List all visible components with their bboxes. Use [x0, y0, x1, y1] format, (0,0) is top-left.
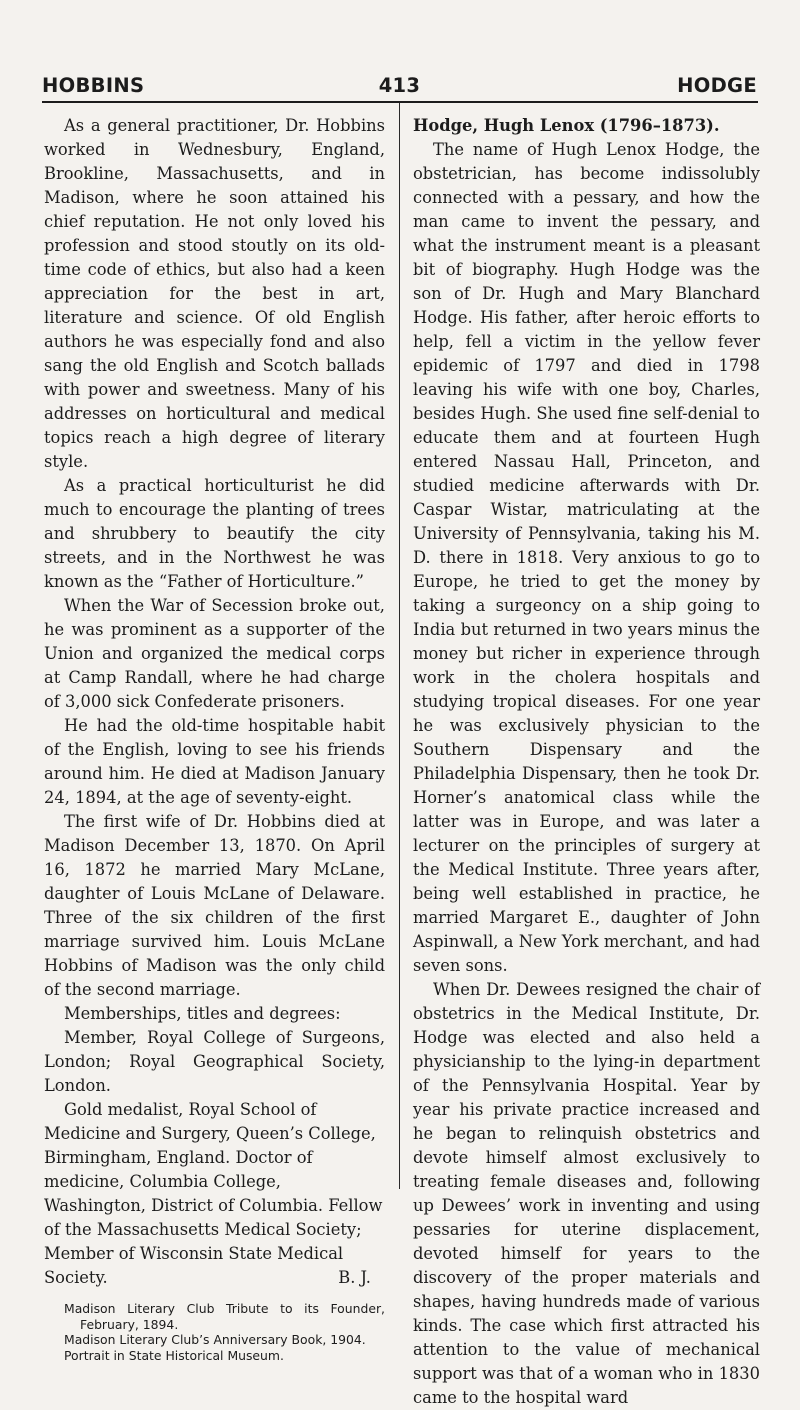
body-paragraph: As a general practitioner, Dr. Hobbins worked in Wednesbury, England, Brookline, Massachusetts, and in Madison, where he soon attained his chief reputation. He not only loved his profession and stood stoutly on its old-time code of ethics, but also had a keen appreciation for the best in art, literature and science. Of old English authors he was especially fond and also sang the old English and Scotch ballads with power and sweetness. Many of his addresses on horticultural and medical topics reach a high degree of literary style.	[44, 116, 385, 471]
author-signature: B. J.	[338, 1268, 371, 1287]
reference-item: Madison Literary Club Tribute to its Founder, February, 1894.	[64, 1301, 385, 1332]
entry-heading: Hodge, Hugh Lenox (1796–1873).	[413, 116, 720, 135]
reference-item: Portrait in State Historical Museum.	[64, 1347, 284, 1363]
left-column	[44, 114, 385, 1363]
body-paragraph: He had the old-time hospitable habit of the English, loving to see his friends around him. He died at Madison January 24, 1894, at the age of seventy-eight.	[44, 716, 385, 807]
entry-heading-paragraph	[413, 114, 760, 138]
body-paragraph: The first wife of Dr. Hobbins died at Madison December 13, 1870. On April 16, 1872 he married Mary McLane, daughter of Louis McLane of Delaware. Three of the six children of the first marriage survived him. Louis McLane Hobbins of Madison was the only child of the second marriage.	[44, 812, 385, 999]
reference-item: Madison Literary Club’s Anniversary Book, 1904.	[64, 1332, 366, 1347]
body-paragraph: Member, Royal College of Surgeons, London; Royal Geographical Society, London.	[44, 1028, 385, 1095]
final-paragraph-text: Gold medalist, Royal School of Medicine and Surgery, Queen’s College, Birmingham, England. Doctor of medicine, Columbia College, Washington, District of Columbia. Fellow of the Massachusetts Medical Society; Member of Wisconsin State Medical Society.	[44, 1100, 383, 1287]
header-right-name: HODGE	[677, 74, 757, 97]
final-paragraph	[44, 1098, 385, 1290]
page-number: 413	[378, 74, 421, 97]
column-divider	[399, 103, 400, 1189]
right-column	[413, 114, 760, 1410]
body-paragraph: As a practical horticulturist he did much to encourage the planting of trees and shrubbery to beautify the city streets, and in the Northwest he was known as the “Father of Horticulture.”	[44, 476, 385, 591]
body-paragraph: The name of Hugh Lenox Hodge, the obstetrician, has become indissolubly connected with a pessary, and how the man came to invent the pessary, and what the instrument meant is a pleasant bit of biography. Hugh Hodge was the son of Dr. Hugh and Mary Blanchard Hodge. His father, after heroic efforts to help, fell a victim in the yellow fever epidemic of 1797 and died in 1798 leaving his wife with one boy, Charles, besides Hugh. She used fine self-denial to educate them and at fourteen Hugh entered Nassau Hall, Princeton, and studied medicine afterwards with Dr. Caspar Wistar, matriculating at the University of Pennsylvania, taking his M. D. there in 1818. Very anxious to go to Europe, he tried to get the money by taking a surgeoncy on a ship going to India but returned in two years minus the money but richer in experience through work in the cholera hospitals and studying tropical diseases. For one year he was exclusively physician to the Southern Dispensary and the Philadelphia Dispensary, then he took Dr. Horner’s anatomical class while the latter was in Europe, and was later a lecturer on the principles of surgery at the Medical Institute. Three years after, being well established in practice, he married Margaret E., daughter of John Aspinwall, a New York merchant, and had seven sons.	[413, 140, 760, 975]
body-paragraph: When the War of Secession broke out, he was prominent as a supporter of the Union and organized the medical corps at Camp Randall, where he had charge of 3,000 sick Confederate prisoners.	[44, 596, 385, 711]
body-paragraph: Memberships, titles and degrees:	[64, 1004, 341, 1023]
header-left-name: HOBBINS	[42, 74, 145, 97]
running-header	[42, 74, 757, 102]
body-paragraph: When Dr. Dewees resigned the chair of obstetrics in the Medical Institute, Dr. Hodge was elected and also held a physicianship to the lying-in department of the Pennsylvania Hospital. Year by year his private practice increased and he began to relinquish obstetrics and devote himself almost exclusively to treating female diseases and, following up Dewees’ work in inventing and using pessaries for uterine displacement, devoted himself for years to the discovery of the proper materials and shapes, having hundreds made of various kinds. The case which first attracted his attention to the value of mechanical support was that of a woman who in 1830 came to the hospital ward	[413, 980, 760, 1407]
header-rule	[42, 101, 758, 103]
references	[44, 1301, 385, 1363]
